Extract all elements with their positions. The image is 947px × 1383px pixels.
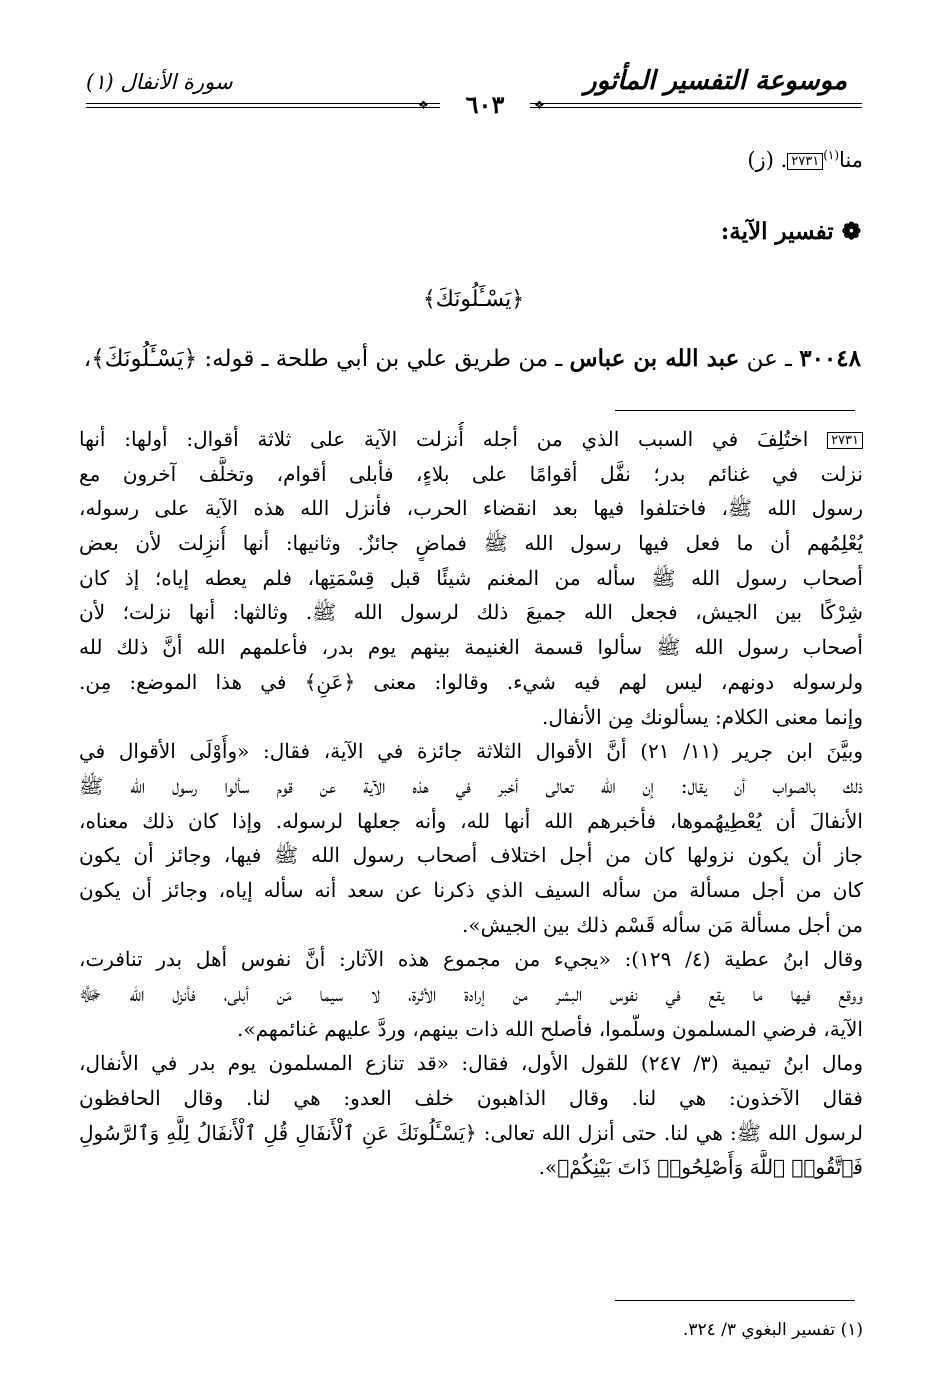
commentary-line: جاز أن يكون نزولها كان من أجل اختلاف أصحاب رسول الله ﷺ فيها، وجائز أن يكون: [79, 843, 863, 868]
carryover-line: [78, 148, 863, 172]
commentary-line: وقال ابنُ عطية (٤/ ١٢٩): «يجيء من مجموع هذه الآثار: أنَّ نفوس أهل بدر تنافرت،: [79, 947, 863, 972]
entry-line: [84, 345, 861, 372]
commentary-block: [79, 422, 863, 1185]
ornament-right-icon: ❖: [534, 98, 545, 112]
commentary-line: شِرْكًا بين الجيش، فجعل الله جميعَ ذلك لرسول الله ﷺ. وثالثها: أنها نزلت؛ لأن: [79, 600, 863, 625]
commentary-line: ٢٧٣١ اختُلِفَ في السبب الذي من أجله أُنزلت الآية على ثلاثة أقوال: أولها: أنها: [79, 422, 863, 457]
commentary-line: من أجل مسألة مَن سأله قَسْم ذلك بين الجيش».: [461, 912, 863, 937]
commentary-line: ولرسوله دونهم، ليس لهم فيه شيء. وقالوا: معنى ﴿عَنِ﴾ في هذا الموضع: مِن.: [79, 669, 863, 694]
commentary-line: أصحاب رسول الله ﷺ سألوا قسمة الغنيمة بينهم يوم بدر، فأعلمهم الله أنَّ ذلك لله: [79, 635, 863, 660]
book-title: موسوعة التفسير المأثور: [584, 66, 847, 96]
commentary-line: فَٱتَّقُوا۟ ٱللَّهَ وَأَصْلِحُوا۟ ذَاتَ بَيْنِكُمْ﴾».: [538, 1155, 863, 1180]
entry-text-after: ـ من طريق علي بن أبي طلحة ـ قوله: ﴿يَسْـَٔلُونَكَ﴾،: [83, 346, 570, 372]
commentary-ref-box: ٢٧٣١: [827, 432, 863, 449]
commentary-line: وإنما معنى الكلام: يسألونك مِن الأنفال.: [542, 704, 863, 729]
commentary-line: أصحاب رسول الله ﷺ سأله من المغنم شيئًا قبل قِسْمَتِها، فلم يعطه إياه؛ إذ كان: [79, 565, 863, 590]
commentary-line: وبيَّنَ ابن جرير (١١/ ٢١) أنَّ الأقوال الثلاثة جائزة في الآية، فقال: «وأَوْلَى الأقوال في: [79, 739, 863, 764]
section-title-text: تفسير الآية:: [720, 218, 834, 245]
ornament-left-icon: ❖: [418, 98, 429, 112]
surah-title: سورة الأنفال (١): [86, 70, 233, 94]
commentary-divider: [615, 410, 855, 411]
entry-text-before: ـ عن: [739, 346, 800, 372]
carryover-text: منا: [839, 148, 863, 172]
commentary-line: ووقع فيها ما يقع في نفوس البشر من إرادة الأثرة، لا سيما مَن أبلى، فأنزل الله ﷻ: [79, 982, 863, 1006]
commentary-line: نزلت في غنائم بدر؛ نفَّل أقوامًا على بلاءٍ، فأبلى أقوام، وتخلَّف آخرون مع: [79, 461, 863, 486]
commentary-line: الآية، فرضي المسلمون وسلّموا، فأصلح الله ذات بينهم، وردَّ عليهم غنائمهم».: [237, 1016, 863, 1041]
page-number: ٦٠٣: [440, 93, 530, 117]
commentary-line: الأنفالَ أن يُعْطِيهُموها، فأخبرهم الله أنها لله، وأنه جعلها لرسوله. وإذا كان ذلك معناه،: [79, 808, 863, 833]
footnote-divider: [615, 1300, 855, 1301]
commentary-line: رسول الله ﷺ، فاختلفوا فيها بعد انقضاء الحرب، فأنزل الله هذه الآية على رسوله،: [79, 496, 863, 521]
flower-ornament-icon: ❁: [841, 218, 861, 245]
commentary-line: يُعْلِمُهم أن ما فعل فيها رسول الله ﷺ فماضٍ جائزٌ. وثانيها: أنها أُنزِلت لأن بعض: [79, 531, 863, 556]
footnote-mark: (١): [823, 148, 840, 162]
verse-heading: ﴿يَسْـَٔلُونَكَ﴾: [422, 287, 525, 312]
commentary-line: كان من أجل مسألة من سأله السيف الذي ذكرنا عن سعد أنه سأله إياه، وجائز أن يكون: [79, 877, 863, 902]
commentary-line: ومال ابنُ تيمية (٣/ ٢٤٧) للقول الأول، فقال: «قد تنازع المسلمون يوم بدر في الأنفال،: [79, 1051, 863, 1076]
entry-number: ٣٠٠٤٨: [799, 345, 861, 372]
entry-narrator: عبد الله بن عباس: [569, 345, 740, 372]
carryover-suffix: . (ز): [747, 148, 788, 172]
reference-box: ٢٧٣١: [787, 153, 823, 170]
commentary-line: ذلك بالصواب أن يقال: إن الله تعالى أخبر في هذه الآية عن قوم سألوا رسول الله ﷺ: [79, 773, 863, 798]
commentary-line: فقال الآخذون: هي لنا. وقال الذاهبون خلف العدو: هي لنا. وقال الحافظون: [79, 1086, 863, 1111]
section-title: [721, 218, 861, 245]
commentary-line: لرسول الله ﷺ: هي لنا. حتى أنزل الله تعالى: ﴿يَسْـَٔلُونَكَ عَنِ ٱلْأَنفَالِ قُلِ ٱلْأَنفَالُ لِلَّهِ وَٱلرَّسُولِ: [79, 1120, 863, 1145]
footnote: (١) تفسير البغوي ٣/ ٣٢٤.: [682, 1320, 863, 1340]
